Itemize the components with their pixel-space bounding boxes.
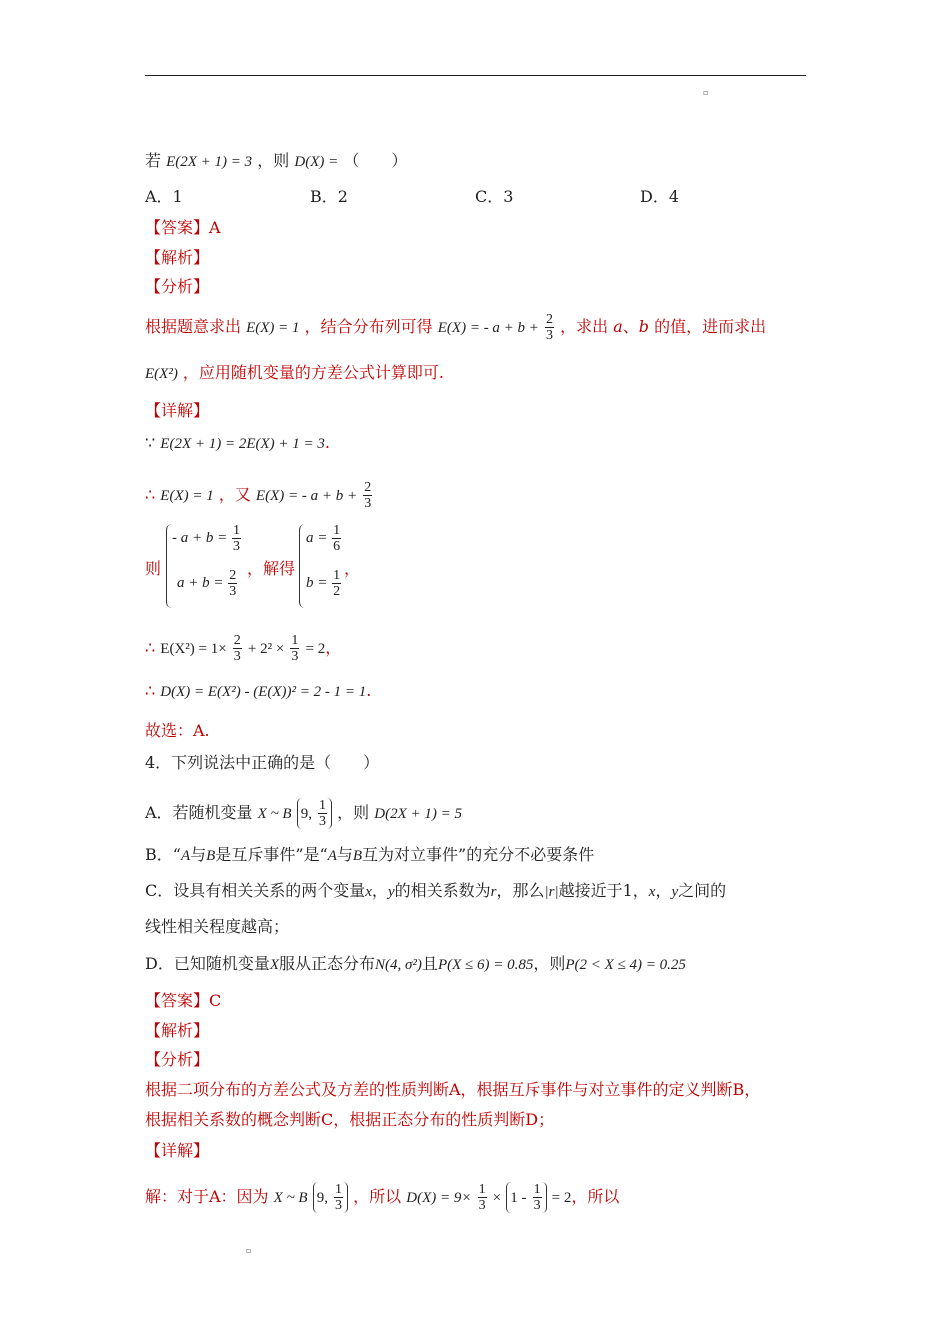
q4-sol-params: [313, 1182, 348, 1213]
q4-optc-x: x: [365, 884, 372, 900]
header-rule: [145, 75, 806, 76]
q4-optc-t3: ，那么: [496, 881, 545, 900]
q4-optb-b2: B: [352, 848, 363, 864]
q3-stem-prefix: 若: [145, 151, 162, 170]
frac-den: 3: [364, 496, 372, 511]
fraction-two-thirds: [228, 568, 237, 599]
q4-option-c: [145, 880, 726, 903]
q4-option-a: [145, 798, 462, 829]
q3-fenxi-text4: 的值，进而求出: [654, 317, 767, 336]
q4-optc-absr: |r|: [544, 884, 559, 900]
system2-row1-expr: a =: [306, 529, 328, 546]
frac-num: 1: [533, 1182, 541, 1197]
q4-solution-line1: [145, 1182, 619, 1213]
system2-row1: [306, 523, 342, 554]
therefore-symbol: ∴: [145, 681, 156, 700]
frac-num: 1: [333, 523, 341, 538]
q3-option-a: A．1: [145, 187, 183, 206]
system1-row1-expr: - a + b =: [172, 529, 228, 546]
q4-option-b: [145, 844, 594, 867]
fraction-one-third: [318, 798, 327, 829]
q3-fenxi-line2: [145, 362, 444, 385]
q4-optb-pre: B．“: [145, 845, 181, 864]
q4-detail-label: 【详解】: [145, 1141, 210, 1160]
q3-fenxi-sep: 、: [622, 317, 639, 336]
q3-stem: [145, 150, 407, 173]
q4-optb-a2: A: [327, 848, 337, 864]
q3-stem-mid: ，则: [257, 151, 290, 170]
system1-row1: [172, 523, 242, 554]
q4-optb-t2: 是互斥事件”是“: [215, 845, 328, 864]
q4-sol-times: ×: [492, 1190, 502, 1206]
q4-analysis-label: 【解析】: [145, 1021, 210, 1040]
q4-optc-r: r: [490, 884, 497, 900]
q3-fenxi-text5: ，应用随机变量的方差公式计算即可.: [182, 363, 444, 382]
q4-opta-dist: X ~ B: [257, 806, 292, 822]
frac-num: 2: [233, 633, 241, 648]
q3-option-c: C．3: [475, 187, 514, 206]
frac-num: 1: [335, 1182, 343, 1197]
frac-num: 2: [364, 480, 372, 495]
frac-den: 3: [335, 1198, 343, 1213]
fraction-one-third: [290, 633, 299, 664]
frac-den: 3: [291, 649, 299, 664]
q4-optd-t3: ，则: [533, 954, 566, 973]
q3-detail-eq5: D(X) = E(X²) - (E(X))² = 2 - 1 = 1: [160, 684, 367, 700]
q4-opta-params: [297, 798, 332, 829]
q4-opta-claim: D(2X + 1) = 5: [374, 806, 462, 822]
q4-optd-normal: N(4, σ²): [375, 957, 422, 973]
q4-optd-t2: 且: [421, 954, 438, 973]
q3-detail-eq2a: E(X) = 1: [160, 488, 214, 504]
system1-row2: [177, 568, 238, 599]
q3-detail-line5: [145, 680, 371, 703]
frac-num: 2: [546, 312, 554, 327]
q3-detail-end1: .: [324, 433, 330, 452]
footer-mark: ▫: [246, 1246, 252, 1255]
frac-den: 2: [333, 584, 341, 599]
q4-sol-t2: ，所以: [571, 1187, 620, 1206]
q4-optc-t1: ，: [371, 881, 388, 900]
q3-detail-label: 【详解】: [145, 401, 210, 420]
therefore-symbol: ∴: [145, 485, 156, 504]
fraction-two-thirds: [233, 633, 242, 664]
q3-fenxi-line1: [145, 312, 766, 343]
frac-den: 3: [229, 584, 237, 599]
fraction-one-half: [332, 568, 341, 599]
q4-optc-x2: x: [648, 884, 656, 900]
q4-sol-var: D(X) = 9×: [406, 1190, 472, 1206]
q3-detail-eq4a: E(X²) = 1×: [160, 641, 227, 657]
frac-num: 1: [319, 798, 327, 813]
q4-optb-t3: 与: [336, 845, 353, 864]
q3-analysis-label: 【解析】: [145, 248, 210, 267]
q3-conclusion: 故选：A.: [145, 721, 210, 740]
frac-num: 1: [478, 1182, 486, 1197]
q3-detail-solve: ，解得: [247, 559, 296, 578]
q4-sol-dist: X ~ B: [273, 1190, 308, 1206]
q4-sol-pre: 解：对于A：因为: [145, 1187, 269, 1206]
q4-sol-t1: ，所以: [353, 1187, 402, 1206]
q4-answer: 【答案】C: [145, 991, 222, 1010]
fraction-one-third: [478, 1182, 487, 1213]
fraction-one-third: [232, 523, 241, 554]
q3-detail-eq1: E(2X + 1) = 2E(X) + 1 = 3: [160, 436, 325, 452]
q3-fenxi-text2: ，结合分布列可得: [304, 317, 433, 336]
fraction-one-third: [533, 1182, 542, 1213]
fraction-two-thirds: [363, 480, 372, 511]
frac-den: 3: [546, 328, 554, 343]
fraction-one-sixth: [332, 523, 341, 554]
q3-stem-paren: （ ）: [343, 151, 408, 170]
q4-stem: 4．下列说法中正确的是（ ）: [145, 753, 380, 772]
q3-fenxi-math1: E(X) = 1: [246, 320, 300, 336]
q4-optd-x: X: [269, 957, 280, 973]
q3-fenxi-math2: E(X) = - a + b +: [437, 320, 539, 336]
frac-den: 3: [233, 539, 240, 554]
q4-optc-t4: 越接近于1，: [558, 881, 649, 900]
q3-fenxi-text3: ，求出: [560, 317, 609, 336]
system2-row2: [306, 568, 342, 599]
q4-sol-n: 9,: [316, 1190, 328, 1206]
q4-optb-t4: 互为对立事件”的充分不必要条件: [362, 845, 595, 864]
frac-num: 1: [291, 633, 299, 648]
q3-fenxi-label: 【分析】: [145, 277, 210, 296]
q4-optc-t5: ，: [655, 881, 672, 900]
q4-option-d: [145, 953, 686, 976]
q3-detail-end3: ，: [344, 559, 361, 578]
q3-detail-end4: ，: [325, 638, 342, 657]
q4-optc-pre: C．设具有相关关系的两个变量: [145, 881, 366, 900]
q4-sol-paren: [506, 1182, 546, 1213]
q3-stem-ask: D(X) =: [294, 154, 339, 170]
q3-detail-eq2b: E(X) = - a + b +: [255, 488, 358, 504]
system2-row2-expr: b =: [306, 574, 328, 591]
therefore-symbol: ∴: [145, 638, 156, 657]
q4-fenxi-line1: 根据二项分布的方差公式及方差的性质判断A，根据互斥事件与对立事件的定义判断B，: [145, 1080, 761, 1099]
q3-fenxi-math3: E(X²): [145, 366, 178, 382]
q3-detail-line1: [145, 432, 330, 455]
q3-stem-condition: E(2X + 1) = 3: [166, 154, 253, 170]
q3-fenxi-b: b: [638, 317, 650, 336]
q4-sol-one-minus: 1 -: [510, 1190, 527, 1206]
q4-sol-result: = 2: [551, 1190, 572, 1206]
system-brace-right: [299, 524, 306, 608]
q4-optb-b1: B: [206, 848, 216, 864]
fraction-one-third: [334, 1182, 343, 1213]
header-mark: ▫: [703, 88, 709, 97]
q3-answer: 【答案】A: [145, 218, 221, 237]
q4-optc-t6: 之间的: [678, 881, 727, 900]
frac-den: 3: [319, 814, 327, 829]
fraction-two-thirds: [545, 312, 554, 343]
q4-fenxi-line2: 根据相关系数的概念判断C，根据正态分布的性质判断D；: [145, 1110, 555, 1129]
q3-detail-end5: .: [366, 681, 372, 700]
q4-opta-n: 9,: [300, 806, 312, 822]
q3-detail-line2: [145, 480, 373, 511]
q3-detail-line4: [145, 633, 341, 664]
q3-option-b: B．2: [310, 187, 348, 206]
q4-optc-y: y: [387, 884, 395, 900]
q4-optd-p1: P(X ≤ 6) = 0.85: [437, 957, 534, 973]
q4-optb-t1: 与: [190, 845, 207, 864]
frac-den: 3: [233, 649, 241, 664]
q3-detail-eq4c: = 2: [305, 641, 326, 657]
system1-row2-expr: a + b =: [177, 574, 224, 591]
q3-detail-eq4b: + 2² ×: [247, 641, 285, 657]
frac-den: 3: [533, 1198, 541, 1213]
q3-option-d: D．4: [640, 187, 680, 206]
q4-optd-t1: 服从正态分布: [279, 954, 376, 973]
frac-den: 6: [333, 539, 341, 554]
q3-fenxi-text1: 根据题意求出: [145, 317, 242, 336]
q4-opta-mid: ，则: [337, 803, 370, 822]
q4-optb-a1: A: [180, 848, 191, 864]
q4-option-c-cont: 线性相关程度越高；: [145, 917, 290, 936]
q4-fenxi-label: 【分析】: [145, 1050, 210, 1069]
frac-den: 3: [478, 1198, 486, 1213]
q3-fenxi-a: a: [613, 317, 623, 336]
q4-optd-p2: P(2 < X ≤ 4) = 0.25: [565, 957, 686, 973]
because-symbol: ∵: [145, 433, 156, 452]
q3-detail-ze: 则: [145, 559, 162, 578]
frac-num: 2: [229, 568, 237, 583]
frac-num: 1: [333, 568, 341, 583]
frac-num: 1: [233, 523, 240, 538]
q4-optc-y2: y: [671, 884, 679, 900]
q4-optc-t2: 的相关系数为: [394, 881, 491, 900]
q4-optd-pre: D．已知随机变量: [145, 954, 270, 973]
q3-detail-mid2: ，又: [218, 485, 251, 504]
q4-opta-pre: A．若随机变量: [145, 803, 253, 822]
